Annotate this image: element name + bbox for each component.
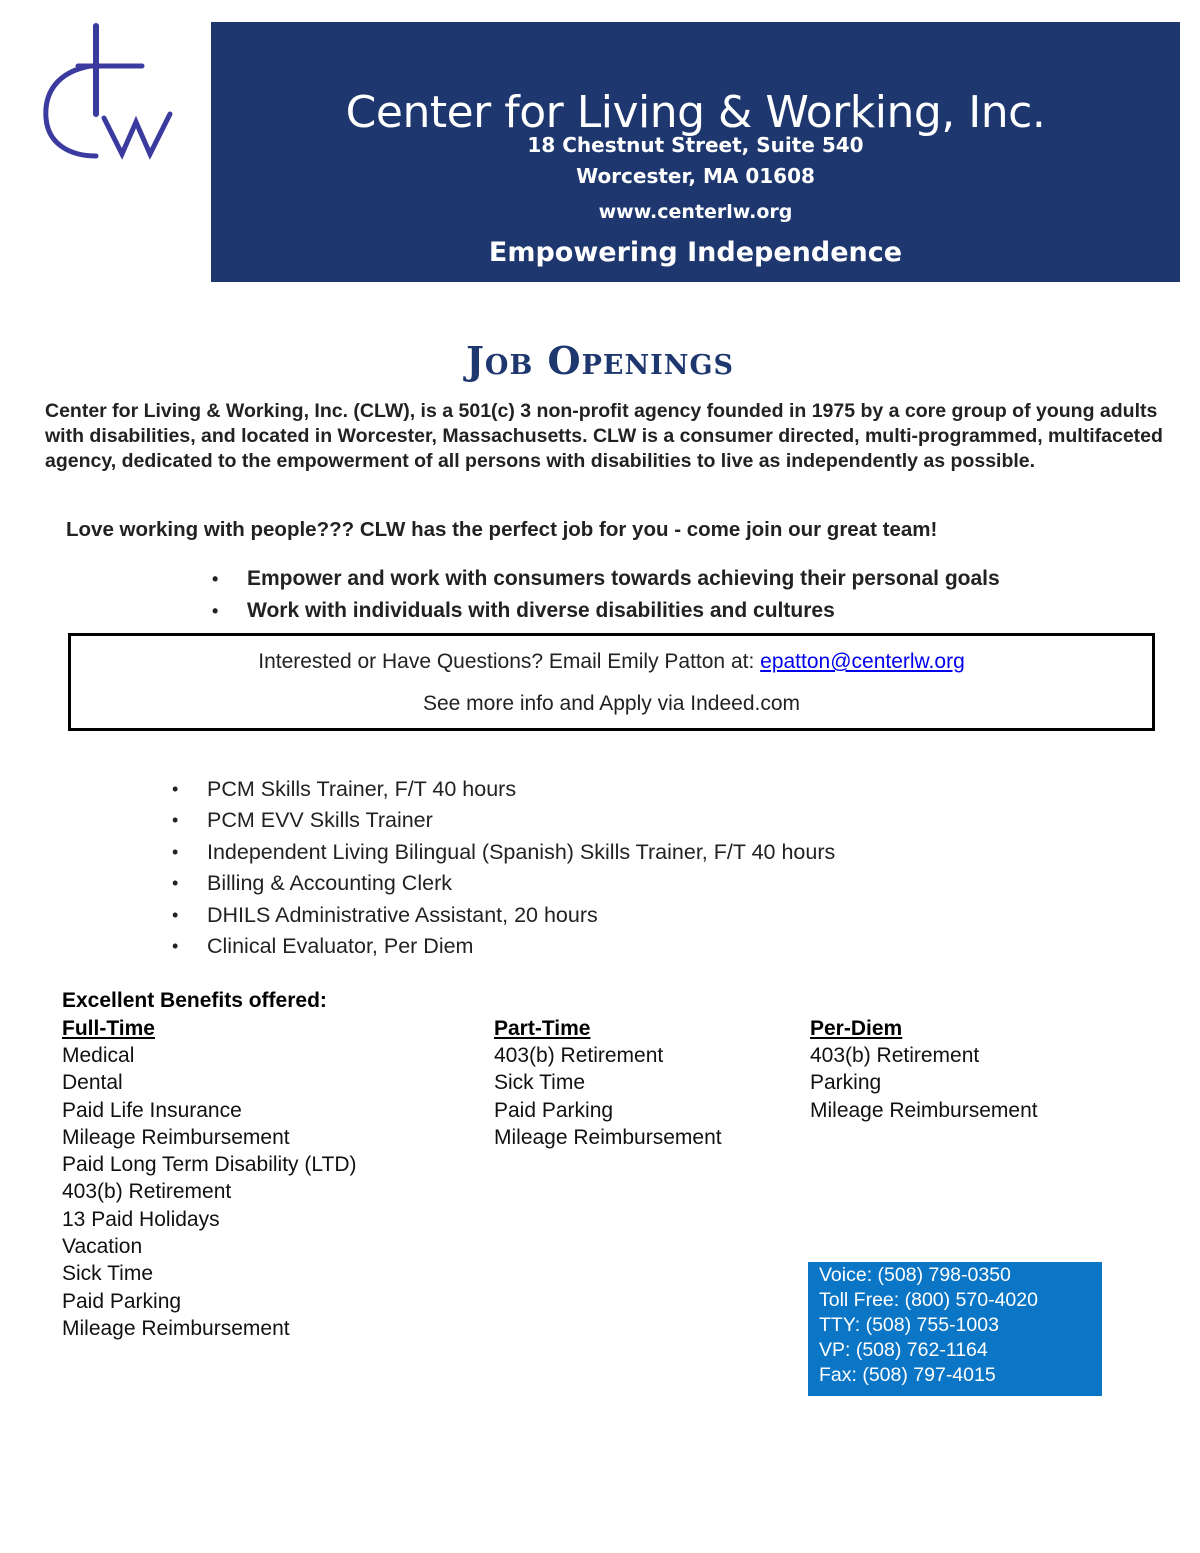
love-line: Love working with people??? CLW has the perfect job for you - come join our great team!	[66, 518, 938, 541]
header-banner	[211, 22, 1180, 282]
benefit-item: Paid Parking	[62, 1289, 182, 1313]
benefit-item: Paid Life Insurance	[62, 1098, 242, 1122]
page-title: Job Openings	[465, 338, 735, 383]
job-item: • Independent Living Bilingual (Spanish) Skills Trainer, F/T 40 hours	[172, 837, 835, 868]
org-name: Center for Living & Working, Inc.	[345, 87, 1046, 138]
fax-number: Fax: (508) 797-4015	[819, 1364, 996, 1386]
contact-question-line	[71, 648, 1152, 676]
benefit-item: 13 Paid Holidays	[62, 1207, 220, 1231]
benefit-item: Paid Parking	[494, 1098, 614, 1122]
apply-line: See more info and Apply via Indeed.com	[422, 692, 801, 715]
benefit-item: Sick Time	[62, 1262, 154, 1286]
address-line2: Worcester, MA 01608	[576, 164, 815, 188]
benefit-item: Mileage Reimbursement	[810, 1098, 1038, 1122]
benefit-item: Mileage Reimbursement	[62, 1125, 290, 1149]
benefit-item: Dental	[62, 1071, 123, 1095]
benefit-item: 403(b) Retirement	[62, 1180, 232, 1204]
toll-free-number: Toll Free: (800) 570-4020	[819, 1289, 1038, 1311]
benefit-item: Parking	[810, 1071, 882, 1095]
highlights-list	[212, 563, 1000, 627]
website[interactable]: www.centerlw.org	[598, 201, 793, 223]
highlight-item: • Work with individuals with diverse disabilities and cultures	[212, 595, 1000, 627]
part-time-heading: Part-Time	[494, 1017, 591, 1040]
benefit-item: 403(b) Retirement	[810, 1044, 980, 1067]
tty-number: TTY: (508) 755-1003	[819, 1314, 999, 1336]
job-list	[172, 774, 835, 962]
vp-number: VP: (508) 762-1164	[819, 1339, 988, 1361]
benefit-item: 403(b) Retirement	[494, 1044, 664, 1067]
job-item: • Clinical Evaluator, Per Diem	[172, 931, 835, 962]
benefits-title: Excellent Benefits offered:	[62, 989, 327, 1012]
benefit-item: Sick Time	[494, 1071, 586, 1095]
benefit-item: Mileage Reimbursement	[494, 1125, 722, 1149]
contact-box	[68, 633, 1155, 731]
full-time-heading: Full-Time	[62, 1017, 155, 1040]
phone-numbers-box	[808, 1262, 1102, 1396]
tagline: Empowering Independence	[488, 237, 903, 268]
highlight-item: • Empower and work with consumers towards achieving their personal goals	[212, 563, 1000, 595]
part-time-benefits	[494, 1015, 722, 1151]
voice-number: Voice: (508) 798-0350	[819, 1264, 1011, 1286]
job-item: • Billing & Accounting Clerk	[172, 868, 835, 899]
per-diem-benefits	[810, 1015, 1038, 1124]
clw-logo	[38, 22, 190, 162]
job-item: • DHILS Administrative Assistant, 20 hours	[172, 900, 835, 931]
full-time-benefits	[62, 1015, 357, 1342]
benefit-item: Mileage Reimbursement	[62, 1316, 290, 1340]
address-line1: 18 Chestnut Street, Suite 540	[527, 133, 864, 157]
email-link[interactable]: epatton@centerlw.org	[760, 650, 965, 673]
benefit-item: Paid Long Term Disability (LTD)	[62, 1153, 357, 1177]
per-diem-heading: Per-Diem	[810, 1017, 903, 1040]
benefit-item: Vacation	[62, 1235, 143, 1259]
contact-question: Interested or Have Questions? Email Emily Patton at:	[258, 650, 761, 673]
intro-paragraph: Center for Living & Working, Inc. (CLW), is a 501(c) 3 non-profit agency founded in 1975 by a core group of young adults with disabilities, and located in Worcester, Massachusetts. CLW is a consumer directed, multi-programmed, multifaceted agency, dedicated to the empowerment of all persons with disabilities to live as independently as possible.	[45, 400, 1163, 472]
job-item: • PCM Skills Trainer, F/T 40 hours	[172, 774, 835, 805]
benefit-item: Medical	[62, 1044, 135, 1067]
job-item: • PCM EVV Skills Trainer	[172, 805, 835, 836]
